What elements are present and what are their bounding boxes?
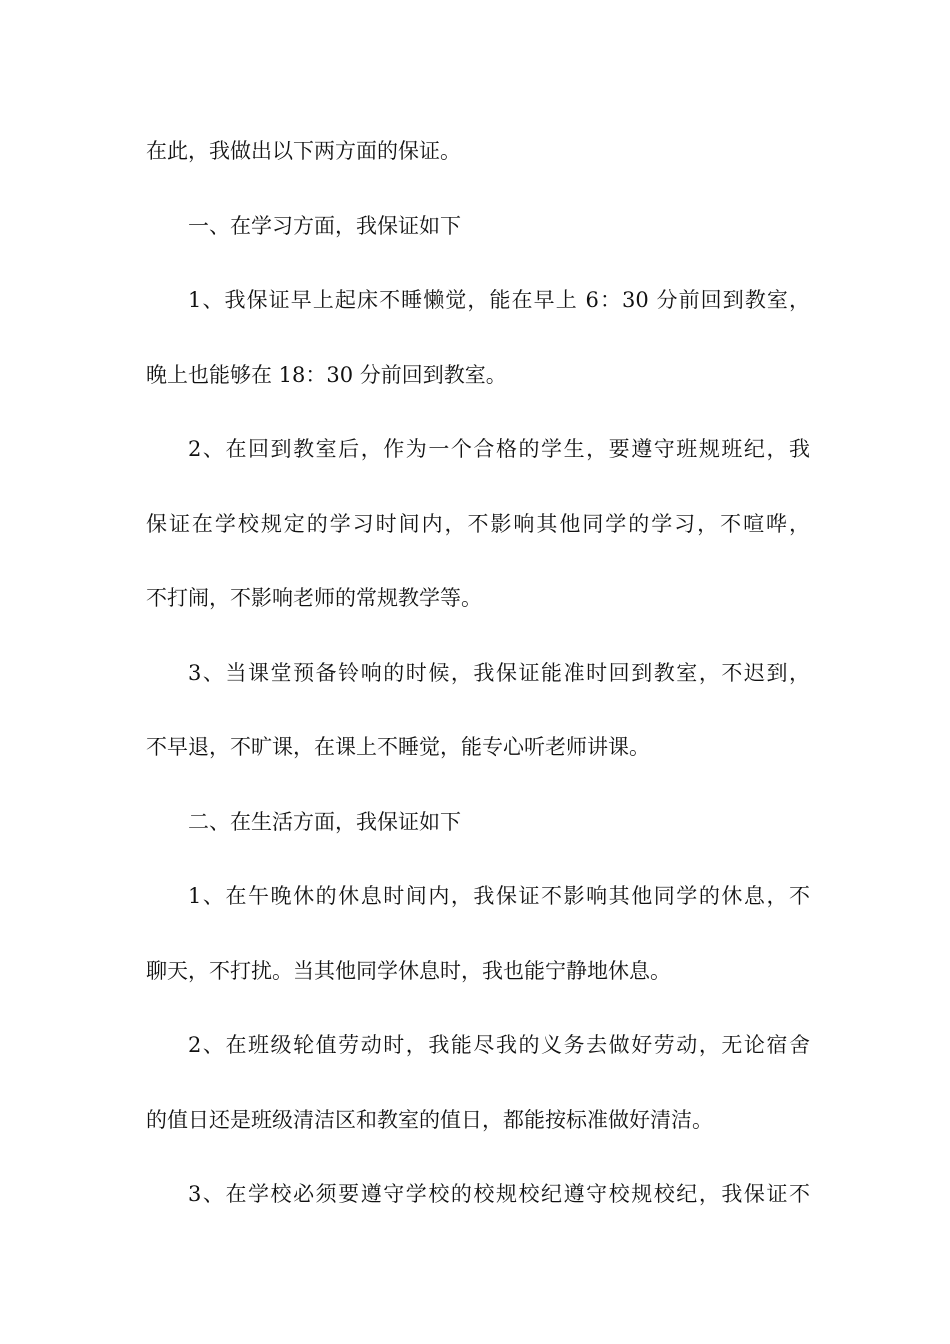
- text-line: 晚上也能够在 18：30 分前回到教室。: [146, 362, 507, 387]
- text-line: 不打闹，不影响老师的常规教学等。: [146, 586, 482, 610]
- text-line: 1、我保证早上起床不睡懒觉，能在早上 6：30 分前回到教室，: [188, 288, 810, 312]
- text-line: 1、在午晚休的休息时间内，我保证不影响其他同学的休息，不: [188, 884, 810, 908]
- text-line: 的值日还是班级清洁区和教室的值日，都能按标准做好清洁。: [146, 1107, 713, 1132]
- document-body: [146, 132, 810, 1250]
- text-line: 聊天，不打扰。当其他同学休息时，我也能宁静地休息。: [146, 958, 671, 983]
- text-line: 2、在班级轮值劳动时，我能尽我的义务去做好劳动，无论宿舍: [188, 1033, 810, 1057]
- section-heading-life: 二、在生活方面，我保证如下: [188, 809, 461, 834]
- text-line: 2、在回到教室后，作为一个合格的学生，要遵守班规班纪，我: [188, 437, 810, 461]
- text-line: 3、在学校必须要遵守学校的校规校纪遵守校规校纪，我保证不: [188, 1182, 810, 1206]
- text-line: 3、当课堂预备铃响的时候，我保证能准时回到教室，不迟到，: [188, 660, 810, 685]
- text-line: 在此，我做出以下两方面的保证。: [146, 139, 461, 163]
- text-line: 不早退，不旷课，在课上不睡觉，能专心听老师讲课。: [146, 735, 650, 759]
- text-line: 保证在学校规定的学习时间内，不影响其他同学的学习，不喧哗，: [146, 511, 810, 536]
- section-heading-study: 一、在学习方面，我保证如下: [188, 213, 461, 238]
